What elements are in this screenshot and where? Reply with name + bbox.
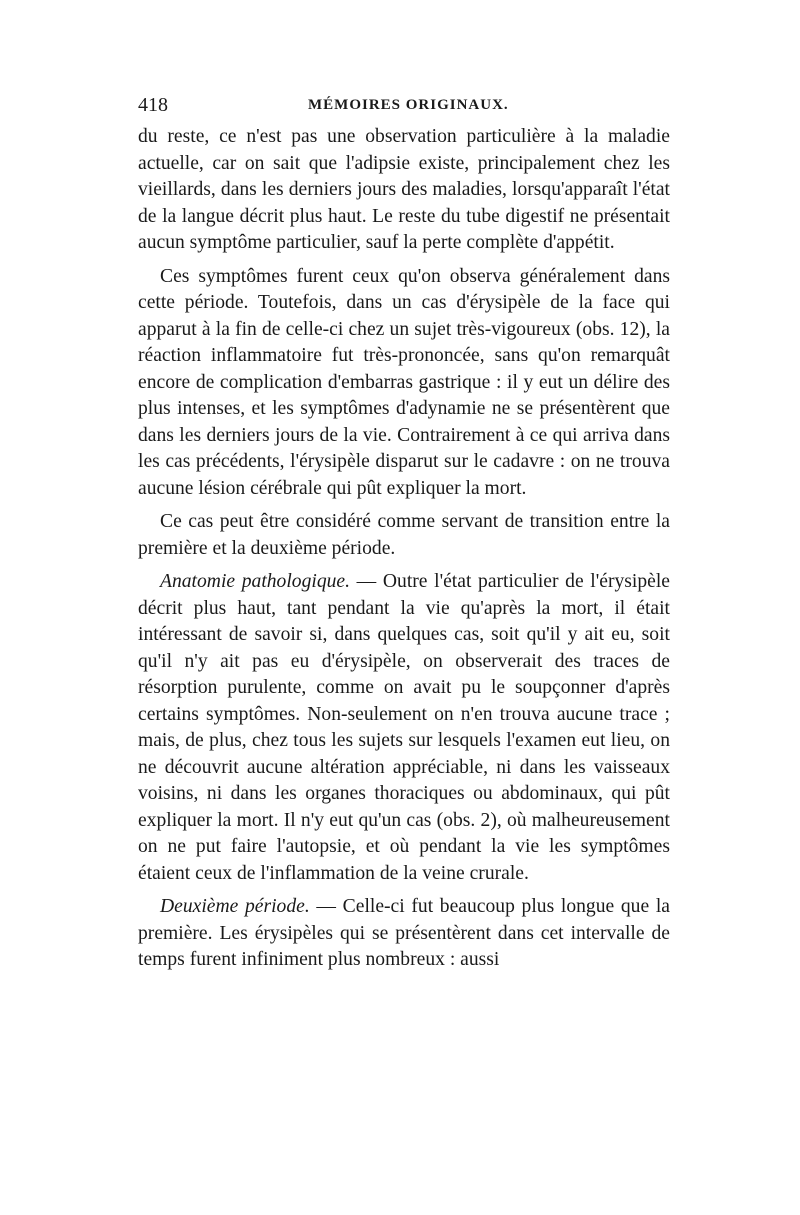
book-page — [138, 94, 670, 974]
paragraph-symptoms — [138, 264, 670, 503]
section-heading-anatomie: Anatomie pathologique. — [160, 571, 351, 592]
paragraph-continuation — [138, 124, 670, 257]
section-heading-deuxieme-periode: Deuxième période. — [160, 896, 310, 917]
paragraph-text: du reste, ce n'est pas une observation particulière à la maladie actuelle, car on sait que l'adipsie existe, principalement chez les vieillards, dans les derniers jours des maladies, lorsqu'apparaît l'état de la langue décrit plus haut. Le reste du tube digestif ne présentait aucun symptôme particulier, sauf la perte complète d'appétit. — [138, 126, 670, 253]
running-title: MÉMOIRES ORIGINAUX. — [308, 97, 509, 113]
page-number: 418 — [138, 94, 168, 116]
page-header — [138, 94, 670, 124]
paragraph-transition — [138, 509, 670, 562]
paragraph-text: — Celle-ci fut beaucoup plus longue que la première. Les érysipèles qui se présentèrent dans cet intervalle de temps furent infiniment plus nombreux : aussi — [138, 896, 670, 970]
paragraph-text: Ce cas peut être considéré comme servant de transition entre la première et la deuxième période. — [138, 511, 670, 559]
paragraph-deuxieme-periode — [138, 894, 670, 974]
paragraph-text: — Outre l'état particulier de l'érysipèle décrit plus haut, tant pendant la vie qu'après la mort, il était intéressant de savoir si, dans quelques cas, soit qu'il y ait eu, soit qu'il n'y ait pas eu d'érysipèle, on observerait des traces de résorption purulente, comme on avait pu le soupçonner d'après certains symptômes. Non-seulement on n'en trouva aucune trace ; mais, de plus, chez tous les sujets sur lesquels l'examen eut lieu, on ne découvrit aucune altération appréciable, ni dans les vaisseaux voisins, ni dans les organes thoraciques ou abdominaux, qui pût expliquer la mort. Il n'y eut qu'un cas (obs. 2), où malheureusement on ne put faire l'autopsie, et où pendant la vie les symptômes étaient ceux de l'inflammation de la veine crurale. — [138, 571, 670, 884]
paragraph-text: Ces symptômes furent ceux qu'on observa généralement dans cette période. Toutefois, dans un cas d'érysipèle de la face qui apparut à la fin de celle-ci chez un sujet très-vigoureux (obs. 12), la réaction inflammatoire fut très-prononcée, sans qu'on remarquât encore de complication d'embarras gastrique : il y eut un délire des plus intenses, et les symptômes d'adynamie ne se présentèrent que dans les derniers jours de la vie. Contrairement à ce qui arriva dans les cas précédents, l'érysipèle disparut sur le cadavre : on ne trouva aucune lésion cérébrale qui pût expliquer la mort. — [138, 265, 670, 499]
body-text — [138, 124, 670, 974]
paragraph-anatomie — [138, 569, 670, 887]
